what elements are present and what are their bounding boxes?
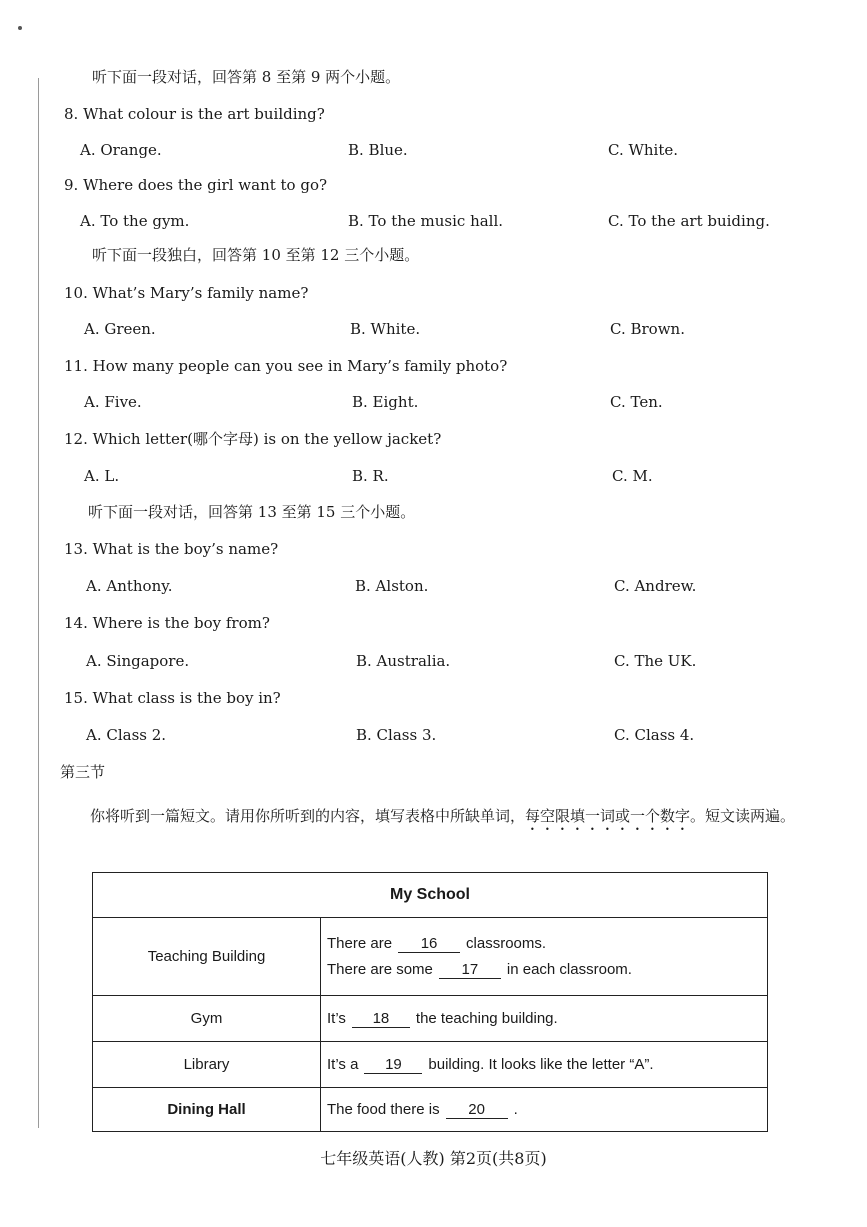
q14-option-b: B. Australia. [356,652,451,670]
q12-option-b: B. R. [352,467,389,485]
section-intro-13-15: 听下面一段对话，回答第 13 至第 15 三个小题。 [88,503,416,521]
section-3-heading: 第三节 [60,763,106,781]
row-label-gym: Gym [93,996,321,1042]
q10-option-a: A. Green. [84,320,156,338]
q11-option-c: C. Ten. [610,393,663,411]
q12-option-a: A. L. [84,467,120,485]
q9-option-a: A. To the gym. [80,212,190,230]
text-segment: There are some [327,960,433,978]
blank-19: 19 [364,1057,422,1074]
row-content-library [321,1042,768,1088]
q8-option-c: C. White. [608,141,679,159]
page-footer: 七年级英语(人教) 第2页(共8页) [320,1149,547,1168]
q13-option-b: B. Alston. [355,577,429,595]
row-label-dining-hall: Dining Hall [93,1088,321,1132]
blank-17: 17 [439,962,501,979]
text-segment: There are [327,934,393,952]
q13-option-c: C. Andrew. [614,577,697,595]
question-12: 12. Which letter(哪个字母) is on the yellow jacket? [64,430,442,448]
q8-option-b: B. Blue. [348,141,408,159]
blank-20: 20 [446,1102,508,1119]
my-school-table [92,872,768,1132]
table-title: My School [93,873,768,918]
section-intro-8-9: 听下面一段对话，回答第 8 至第 9 两个小题。 [92,68,401,86]
text-segment: the teaching building. [415,1009,558,1027]
q15-option-b: B. Class 3. [356,726,437,744]
margin-line [38,78,39,1128]
q15-option-c: C. Class 4. [614,726,695,744]
question-15: 15. What class is the boy in? [64,689,281,707]
instructions-part-b: 。短文读两遍。 [690,807,796,825]
q15-option-a: A. Class 2. [86,726,167,744]
q9-option-c: C. To the art buiding. [608,212,770,230]
q8-option-a: A. Orange. [80,141,162,159]
text-segment: . [513,1100,518,1118]
q9-option-b: B. To the music hall. [348,212,504,230]
question-14: 14. Where is the boy from? [64,614,270,632]
blank-18: 18 [352,1011,410,1028]
instructions-part-a: 你将听到一篇短文。请用你所听到的内容，填写表格中所缺单词， [90,807,526,825]
blank-16: 16 [398,936,460,953]
q11-option-b: B. Eight. [352,393,419,411]
section-intro-10-12: 听下面一段独白，回答第 10 至第 12 三个小题。 [92,246,420,264]
q14-option-c: C. The UK. [614,652,697,670]
scan-dot [18,26,22,30]
question-11: 11. How many people can you see in Mary’s family photo? [64,357,508,375]
text-segment: in each classroom. [506,960,632,978]
instructions-emphasis: 每空限填一词或一个数字 [525,807,691,825]
text-segment: classrooms. [466,934,547,952]
q13-option-a: A. Anthony. [86,577,173,595]
q10-option-c: C. Brown. [610,320,685,338]
question-8: 8. What colour is the art building? [64,105,325,123]
text-segment: The food there is [327,1100,440,1118]
row-content-dining-hall [321,1088,768,1132]
q14-option-a: A. Singapore. [86,652,190,670]
row-label-teaching-building: Teaching Building [93,918,321,996]
row-label-library: Library [93,1042,321,1088]
text-segment: It’s a [327,1055,359,1073]
question-13: 13. What is the boy’s name? [64,540,279,558]
q12-option-c: C. M. [612,467,653,485]
q11-option-a: A. Five. [84,393,142,411]
row-content-teaching-building [321,918,768,996]
question-9: 9. Where does the girl want to go? [64,176,328,194]
section-3-instructions [60,796,810,836]
text-segment: It’s [327,1009,346,1027]
row-content-gym [321,996,768,1042]
question-10: 10. What’s Mary’s family name? [64,284,309,302]
q10-option-b: B. White. [350,320,421,338]
text-segment: building. It looks like the letter “A”. [428,1055,654,1073]
